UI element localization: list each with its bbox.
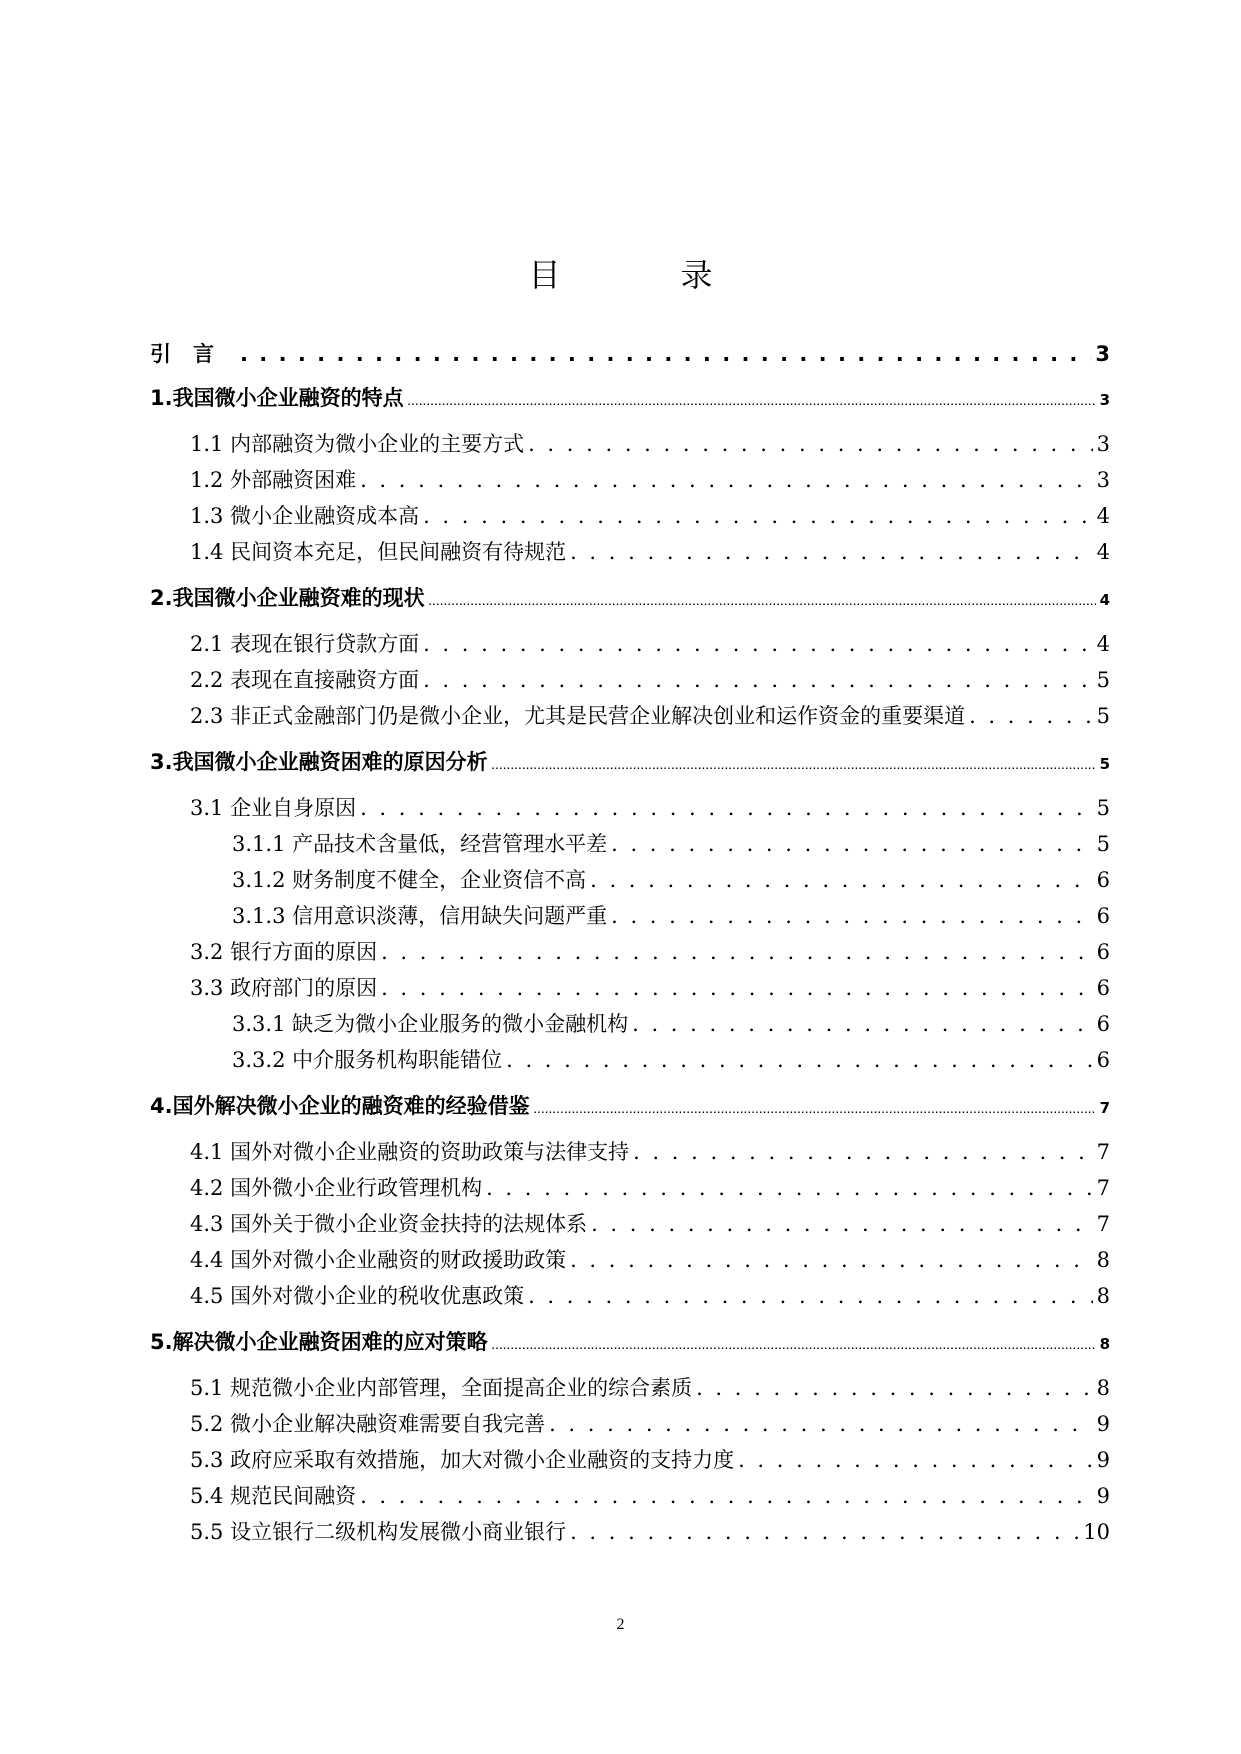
toc-entry-page: 4	[1099, 591, 1110, 609]
toc-entry-page: 7	[1096, 1212, 1110, 1236]
toc-entry-page: 3	[1095, 342, 1110, 366]
toc-entry-page: 10	[1083, 1520, 1110, 1544]
toc-leader	[611, 832, 1093, 856]
page-title: 目 录	[528, 256, 757, 294]
toc-entry[interactable]	[150, 700, 1110, 730]
toc-entry-section-2[interactable]	[150, 582, 1110, 612]
toc-entry[interactable]	[150, 428, 1110, 458]
toc-entry-label: 4.1 国外对微小企业融资的资助政策与法律支持	[190, 1140, 630, 1164]
toc-entry[interactable]	[150, 628, 1110, 658]
toc-entry-page: 7	[1096, 1176, 1110, 1200]
toc-entry-label: 5.1 规范微小企业内部管理，全面提高企业的综合素质	[190, 1376, 693, 1400]
toc-leader	[492, 1342, 1096, 1351]
toc-leader	[591, 1212, 1093, 1236]
toc-entry-page: 8	[1096, 1284, 1110, 1308]
toc-entry-page: 6	[1096, 940, 1110, 964]
toc-leader	[570, 1520, 1079, 1544]
toc-entry[interactable]	[150, 792, 1110, 822]
toc-entry-page: 9	[1096, 1412, 1110, 1436]
toc-entry-page: 6	[1096, 904, 1110, 928]
toc-entry[interactable]	[150, 1408, 1110, 1438]
toc-leader	[360, 1484, 1093, 1508]
toc-leader	[590, 868, 1093, 892]
toc-entry-intro[interactable]	[150, 338, 1110, 368]
toc-entry-label: 5.2 微小企业解决融资难需要自我完善	[190, 1412, 546, 1436]
toc-entry[interactable]	[150, 1280, 1110, 1310]
toc-entry[interactable]	[150, 1008, 1110, 1038]
toc-leader	[381, 940, 1093, 964]
toc-entry-page: 3	[1099, 391, 1110, 409]
toc-entry[interactable]	[150, 936, 1110, 966]
toc-entry[interactable]	[150, 828, 1110, 858]
toc-leader	[570, 540, 1093, 564]
toc-leader	[423, 668, 1093, 692]
toc-leader	[969, 704, 1093, 728]
toc-entry-label: 4.3 国外关于微小企业资金扶持的法规体系	[190, 1212, 588, 1236]
toc-entry-label: 3.1.1 产品技术含量低，经营管理水平差	[232, 832, 608, 856]
toc-entry-section-4[interactable]	[150, 1090, 1110, 1120]
toc-entry-page: 3	[1096, 468, 1110, 492]
toc-leader	[423, 632, 1093, 656]
toc-entry-section-1[interactable]	[150, 382, 1110, 412]
toc-entry-label: 5.4 规范民间融资	[190, 1484, 357, 1508]
toc-entry-label: 4.国外解决微小企业的融资难的经验借鉴	[150, 1094, 530, 1118]
toc-leader	[408, 398, 1096, 407]
toc-entry-label: 1.1 内部融资为微小企业的主要方式	[190, 432, 525, 456]
toc-entry-label: 2.我国微小企业融资难的现状	[150, 586, 425, 610]
toc-leader	[360, 468, 1093, 492]
toc-entry[interactable]	[150, 464, 1110, 494]
toc-entry-page: 5	[1096, 832, 1110, 856]
toc-leader	[240, 342, 1091, 366]
toc-entry-page: 4	[1096, 504, 1110, 528]
toc-entry[interactable]	[150, 1172, 1110, 1202]
toc-leader	[492, 762, 1096, 771]
toc-leader	[549, 1412, 1093, 1436]
toc-entry-section-3[interactable]	[150, 746, 1110, 776]
toc-leader	[696, 1376, 1093, 1400]
toc-entry-label: 4.2 国外微小企业行政管理机构	[190, 1176, 483, 1200]
toc-entry-page: 9	[1096, 1448, 1110, 1472]
toc-entry-label: 3.1.2 财务制度不健全，企业资信不高	[232, 868, 587, 892]
toc-leader	[534, 1106, 1096, 1115]
toc-entry-page: 6	[1096, 1012, 1110, 1036]
toc-entry-page: 5	[1099, 755, 1110, 773]
toc-leader	[528, 432, 1093, 456]
toc-entry[interactable]	[150, 664, 1110, 694]
toc-entry-page: 8	[1096, 1248, 1110, 1272]
toc-entry-page: 5	[1096, 668, 1110, 692]
toc-entry[interactable]	[150, 1480, 1110, 1510]
toc-entry-label: 3.1 企业自身原因	[190, 796, 357, 820]
toc-entry-label: 2.1 表现在银行贷款方面	[190, 632, 420, 656]
toc-leader	[429, 598, 1096, 607]
toc-leader	[360, 796, 1093, 820]
toc-leader	[611, 904, 1093, 928]
toc-entry[interactable]	[150, 1244, 1110, 1274]
toc-entry-page: 7	[1099, 1099, 1110, 1117]
toc-entry-label: 3.3.1 缺乏为微小企业服务的微小金融机构	[232, 1012, 629, 1036]
toc-leader	[381, 976, 1093, 1000]
toc-entry-label: 1.3 微小企业融资成本高	[190, 504, 420, 528]
toc-entry-page: 3	[1096, 432, 1110, 456]
toc-entry[interactable]	[150, 1044, 1110, 1074]
toc-leader	[738, 1448, 1093, 1472]
toc-leader	[423, 504, 1093, 528]
toc-entry-label: 3.1.3 信用意识淡薄，信用缺失问题严重	[232, 904, 608, 928]
toc-leader	[570, 1248, 1093, 1272]
toc-entry-label: 5.3 政府应采取有效措施，加大对微小企业融资的支持力度	[190, 1448, 735, 1472]
toc-leader	[528, 1284, 1093, 1308]
toc-leader	[486, 1176, 1093, 1200]
toc-entry[interactable]	[150, 972, 1110, 1002]
toc-entry[interactable]	[150, 1516, 1110, 1546]
toc-entry-page: 6	[1096, 868, 1110, 892]
page-number: 2	[616, 1616, 625, 1633]
toc-entry-page: 4	[1096, 632, 1110, 656]
toc-entry-label: 3.2 银行方面的原因	[190, 940, 378, 964]
toc-entry-page: 4	[1096, 540, 1110, 564]
toc-entry-label: 4.4 国外对微小企业融资的财政援助政策	[190, 1248, 567, 1272]
toc-entry-page: 5	[1096, 704, 1110, 728]
toc-entry-page: 6	[1096, 976, 1110, 1000]
toc-entry-label: 2.3 非正式金融部门仍是微小企业，尤其是民营企业解决创业和运作资金的重要渠道	[190, 704, 966, 728]
toc-entry-section-5[interactable]	[150, 1326, 1110, 1356]
toc-entry-label: 4.5 国外对微小企业的税收优惠政策	[190, 1284, 525, 1308]
toc-leader	[633, 1140, 1093, 1164]
toc-entry-label: 1.我国微小企业融资的特点	[150, 386, 404, 410]
toc-entry[interactable]	[150, 864, 1110, 894]
toc-entry-page: 6	[1096, 1048, 1110, 1072]
toc-entry[interactable]	[150, 1208, 1110, 1238]
toc-entry-label: 3.3.2 中介服务机构职能错位	[232, 1048, 503, 1072]
toc-entry[interactable]	[150, 1444, 1110, 1474]
toc-entry[interactable]	[150, 500, 1110, 530]
toc-entry-page: 9	[1096, 1484, 1110, 1508]
toc-entry[interactable]	[150, 536, 1110, 566]
toc-leader	[632, 1012, 1093, 1036]
toc-entry-label: 1.2 外部融资困难	[190, 468, 357, 492]
toc-entry-page: 7	[1096, 1140, 1110, 1164]
toc-entry-page: 8	[1096, 1376, 1110, 1400]
toc-entry-label: 引言	[150, 342, 236, 366]
toc-leader	[506, 1048, 1093, 1072]
toc-entry-label: 3.我国微小企业融资困难的原因分析	[150, 750, 488, 774]
toc-entry-label: 1.4 民间资本充足，但民间融资有待规范	[190, 540, 567, 564]
toc-entry-page: 5	[1096, 796, 1110, 820]
toc-entry-label: 5.5 设立银行二级机构发展微小商业银行	[190, 1520, 567, 1544]
toc-entry[interactable]	[150, 1136, 1110, 1166]
toc-entry[interactable]	[150, 900, 1110, 930]
toc-entry[interactable]	[150, 1372, 1110, 1402]
toc-entry-label: 3.3 政府部门的原因	[190, 976, 378, 1000]
toc-entry-label: 5.解决微小企业融资困难的应对策略	[150, 1330, 488, 1354]
toc-entry-label: 2.2 表现在直接融资方面	[190, 668, 420, 692]
toc-entry-page: 8	[1099, 1335, 1110, 1353]
